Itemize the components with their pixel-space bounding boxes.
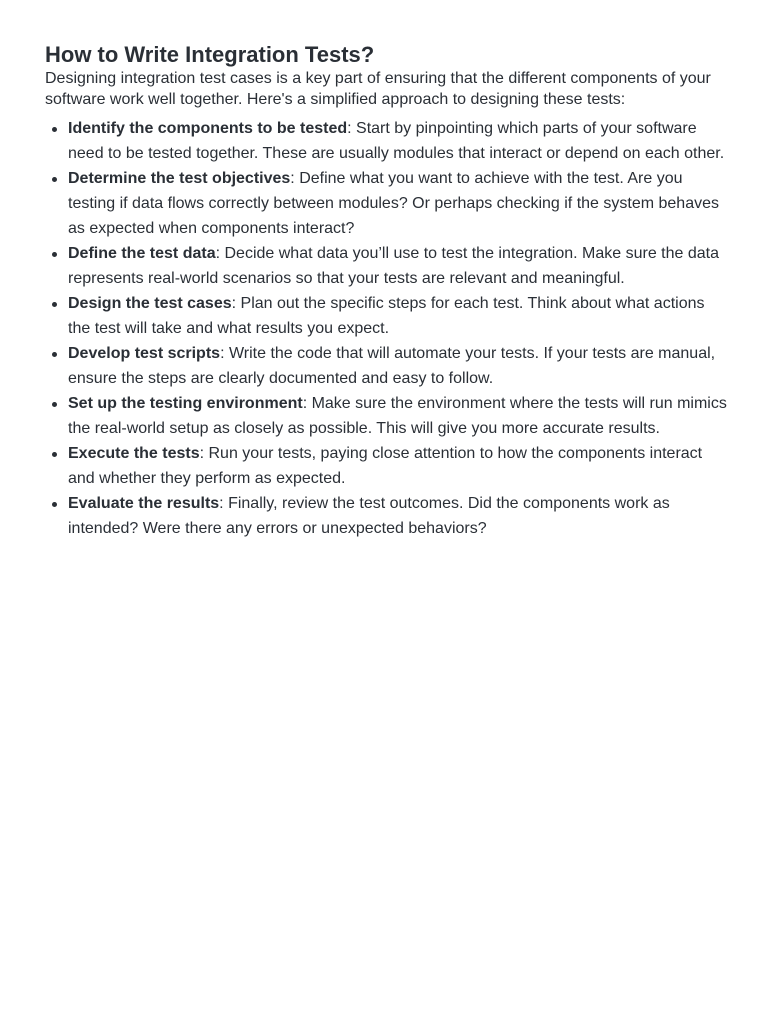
bullet-icon: [52, 352, 57, 357]
list-item: [45, 166, 728, 241]
bullet-icon: [52, 127, 57, 132]
step-term: Define the test data: [68, 245, 216, 262]
steps-list: [45, 116, 728, 541]
step-text: : Make sure the environment where the tests will run mimics the real-world setup as closely as possible. This will give you more accurate results.: [68, 395, 727, 437]
list-item: [45, 241, 728, 291]
step-term: Develop test scripts: [68, 345, 221, 362]
list-item: [45, 491, 728, 541]
step-text: : Write the code that will automate your tests. If your tests are manual, ensure the steps are clearly documented and easy to follow.: [68, 345, 716, 387]
step-text: : Start by pinpointing which parts of your software need to be tested together. These are usually modules that interact or depend on each other.: [68, 120, 725, 162]
step-term: Design the test cases: [68, 295, 232, 312]
list-item: [45, 391, 728, 441]
bullet-icon: [52, 452, 57, 457]
bullet-icon: [52, 402, 57, 407]
list-item: [45, 291, 728, 341]
step-term: Set up the testing environment: [68, 395, 303, 412]
list-item: [45, 341, 728, 391]
list-item: [45, 441, 728, 491]
step-term: Determine the test objectives: [68, 170, 291, 187]
step-term: Evaluate the results: [68, 495, 220, 512]
article-title: How to Write Integration Tests?: [45, 42, 375, 67]
step-text: : Decide what data you’ll use to test the integration. Make sure the data represents real-world scenarios so that your tests are relevant and meaningful.: [68, 245, 719, 287]
bullet-icon: [52, 252, 57, 257]
step-text: : Finally, review the test outcomes. Did the components work as intended? Were there any errors or unexpected behaviors?: [68, 495, 670, 537]
bullet-icon: [52, 302, 57, 307]
step-text: : Plan out the specific steps for each test. Think about what actions the test will take and what results you expect.: [68, 295, 705, 337]
step-term: Identify the components to be tested: [68, 120, 348, 137]
list-item: [45, 116, 728, 166]
bullet-icon: [52, 177, 57, 182]
step-text: : Run your tests, paying close attention to how the components interact and whether they perform as expected.: [68, 445, 703, 487]
bullet-icon: [52, 502, 57, 507]
article-intro: Designing integration test cases is a key part of ensuring that the different components of your software work well together. Here's a simplified approach to designing these tests:: [45, 70, 711, 108]
step-text: : Define what you want to achieve with the test. Are you testing if data flows correctly between modules? Or perhaps checking if the system behaves as expected when components interact?: [68, 170, 719, 237]
step-term: Execute the tests: [68, 445, 200, 462]
